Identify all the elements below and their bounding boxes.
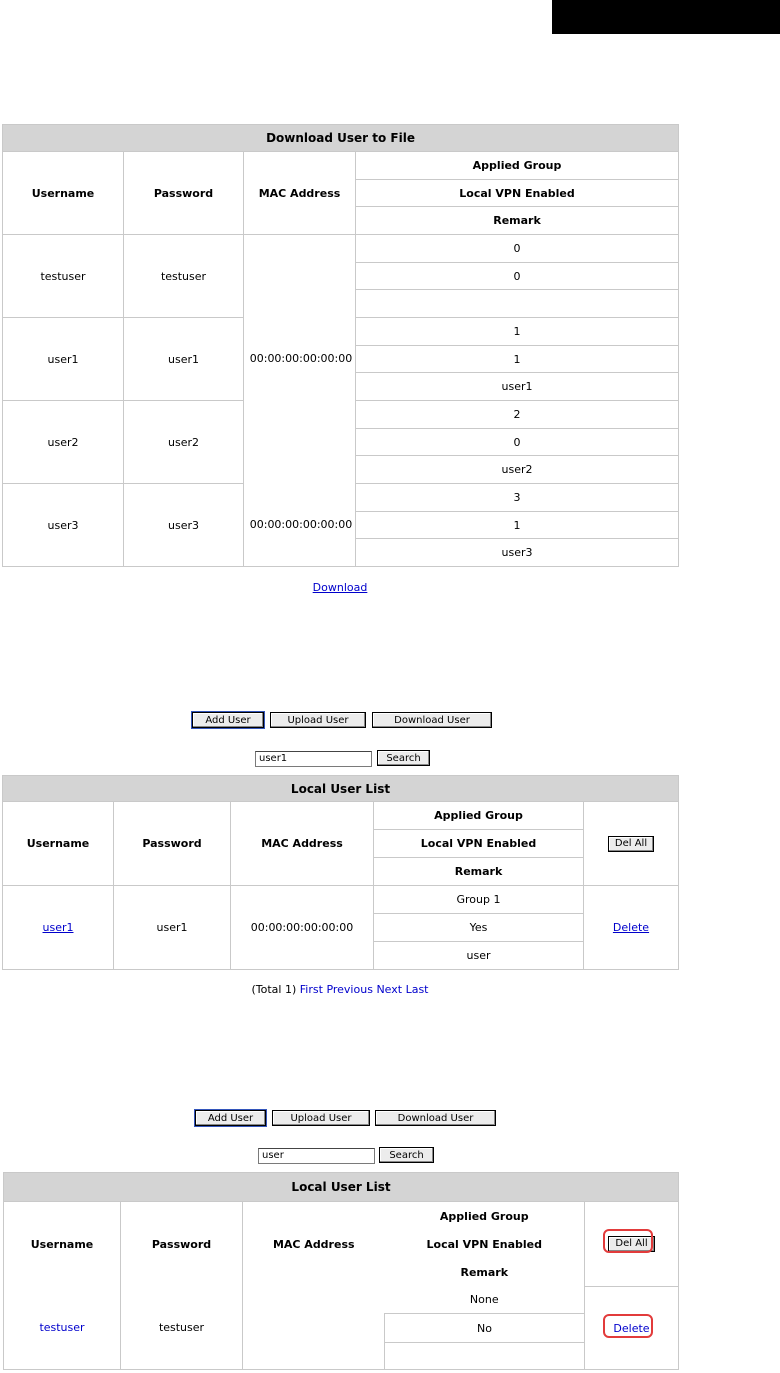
cell-password: user3 [124, 484, 244, 567]
cell-mac-user3: 00:00:00:00:00:00 [249, 518, 353, 531]
search-button[interactable]: Search [377, 750, 430, 766]
col-applied-group: Applied Group [385, 1202, 585, 1231]
cell-username: user1 [3, 318, 124, 401]
cell-username [3, 886, 114, 970]
col-password: Password [121, 1202, 243, 1287]
cell-group: None [385, 1287, 585, 1314]
table-title: Local User List [3, 776, 679, 802]
download-user-button[interactable]: Download User [372, 712, 492, 728]
del-all-button[interactable]: Del All [608, 1236, 654, 1252]
cell-username [4, 1287, 121, 1370]
col-applied-group: Applied Group [356, 152, 679, 180]
col-applied-group: Applied Group [374, 802, 584, 830]
add-user-button[interactable]: Add User [192, 712, 264, 728]
search-input[interactable]: user [258, 1148, 375, 1164]
table-title: Download User to File [3, 125, 679, 152]
cell-remark [356, 290, 679, 318]
col-remark: Remark [356, 207, 679, 235]
pager-total: (Total 1) [251, 983, 297, 996]
search-input[interactable]: user1 [255, 751, 372, 767]
add-user-button[interactable]: Add User [195, 1110, 266, 1126]
col-username: Username [3, 802, 114, 886]
cell-password: user1 [124, 318, 244, 401]
pager [2, 983, 678, 996]
pager-last[interactable]: Last [405, 983, 429, 996]
username-link[interactable]: user1 [42, 921, 74, 934]
download-link[interactable]: Download [312, 581, 368, 594]
col-local-vpn: Local VPN Enabled [374, 830, 584, 858]
search-button[interactable]: Search [379, 1147, 434, 1163]
cell-password: user2 [124, 401, 244, 484]
delete-highlight [603, 1314, 653, 1338]
cell-username: user3 [3, 484, 124, 567]
cell-remark [385, 1343, 585, 1370]
col-remark: Remark [385, 1259, 585, 1287]
cell-username: user2 [3, 401, 124, 484]
pager-next[interactable]: Next [376, 983, 403, 996]
delete-cell [584, 886, 679, 970]
cell-mac [244, 235, 356, 401]
upload-user-button[interactable]: Upload User [272, 1110, 370, 1126]
local-user-list-table [2, 775, 679, 970]
cell-mac [244, 401, 356, 567]
pager-first[interactable]: First [299, 983, 323, 996]
del-all-cell [584, 802, 679, 886]
upload-user-button[interactable]: Upload User [270, 712, 366, 728]
cell-mac-user1: 00:00:00:00:00:00 [249, 352, 353, 365]
col-remark: Remark [374, 858, 584, 886]
table-title: Local User List [4, 1173, 679, 1202]
cell-group: Group 1 [374, 886, 584, 914]
local-user-list-table [3, 1172, 679, 1370]
col-mac: MAC Address [244, 152, 356, 235]
username-link[interactable]: testuser [39, 1321, 85, 1335]
cell-group: 2 [356, 401, 679, 429]
cell-vpn: Yes [374, 914, 584, 942]
download-user-button[interactable]: Download User [375, 1110, 496, 1126]
col-local-vpn: Local VPN Enabled [356, 180, 679, 207]
download-user-table [2, 124, 679, 567]
cell-vpn: No [385, 1314, 585, 1343]
cell-password: testuser [121, 1287, 243, 1370]
col-mac: MAC Address [231, 802, 374, 886]
cell-vpn: 0 [356, 429, 679, 456]
col-local-vpn: Local VPN Enabled [385, 1231, 585, 1259]
col-username: Username [4, 1202, 121, 1287]
del-all-button[interactable]: Del All [608, 836, 654, 852]
del-all-highlight [603, 1229, 653, 1253]
delete-link[interactable]: Delete [613, 1321, 650, 1335]
page-header-tab [552, 0, 780, 34]
cell-remark: user [374, 942, 584, 970]
col-password: Password [124, 152, 244, 235]
col-mac: MAC Address [243, 1202, 385, 1287]
pager-previous[interactable]: Previous [326, 983, 373, 996]
cell-vpn: 1 [356, 346, 679, 373]
cell-group: 3 [356, 484, 679, 512]
cell-mac: 00:00:00:00:00:00 [231, 886, 374, 970]
cell-vpn: 0 [356, 263, 679, 290]
cell-group: 1 [356, 318, 679, 346]
cell-password: testuser [124, 235, 244, 318]
col-username: Username [3, 152, 124, 235]
cell-remark: user1 [356, 373, 679, 401]
delete-link[interactable]: Delete [612, 921, 650, 934]
cell-mac [243, 1287, 385, 1370]
cell-group: 0 [356, 235, 679, 263]
cell-username: testuser [3, 235, 124, 318]
cell-remark: user3 [356, 539, 679, 567]
col-password: Password [114, 802, 231, 886]
cell-remark: user2 [356, 456, 679, 484]
cell-vpn: 1 [356, 512, 679, 539]
cell-password: user1 [114, 886, 231, 970]
